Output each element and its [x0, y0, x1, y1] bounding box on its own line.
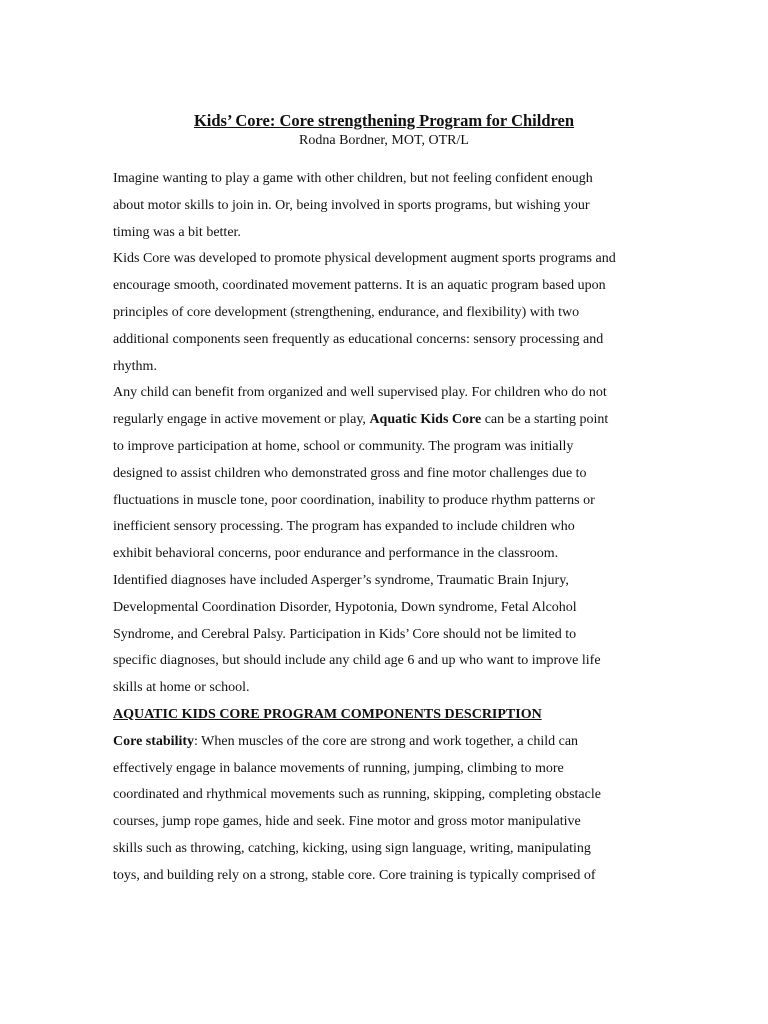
text-line: Developmental Coordination Disorder, Hypotonia, Down syndrome, Fetal Alcohol [113, 599, 577, 615]
text-line: rhythm. [113, 358, 157, 374]
text-line: inefficient sensory processing. The program has expanded to include children who [113, 519, 575, 535]
text-line: courses, jump rope games, hide and seek. Fine motor and gross motor manipulative [113, 814, 581, 830]
text-line: about motor skills to join in. Or, being involved in sports programs, but wishing your [113, 197, 590, 213]
text-line: encourage smooth, coordinated movement patterns. It is an aquatic program based upon [113, 278, 606, 294]
text-line: principles of core development (strengthening, endurance, and flexibility) with two [113, 304, 580, 320]
document-body [113, 166, 673, 890]
text-line: exhibit behavioral concerns, poor endurance and performance in the classroom. [113, 546, 559, 562]
text-line: Syndrome, and Cerebral Palsy. Participation in Kids’ Core should not be limited to [113, 626, 577, 642]
text-run: : When muscles of the core are strong and work together, a child can [194, 733, 579, 749]
core-stability-label: Core stability [113, 733, 195, 749]
text-line: additional components seen frequently as educational concerns: sensory processing and [113, 331, 604, 347]
text-line: Imagine wanting to play a game with other children, but not feeling confident enough [113, 171, 593, 186]
program-name-bold: Aquatic Kids Core [369, 412, 482, 428]
text-line: skills at home or school. [113, 680, 250, 696]
text-run: can be a starting point [481, 412, 609, 428]
document-title: Kids’ Core: Core strengthening Program for Children [193, 111, 575, 130]
text-line: fluctuations in muscle tone, poor coordination, inability to produce rhythm patterns or [113, 492, 595, 508]
text-line: timing was a bit better. [113, 224, 241, 240]
section-heading: AQUATIC KIDS CORE PROGRAM COMPONENTS DESCRIPTION [113, 706, 542, 722]
text-line: effectively engage in balance movements of running, jumping, climbing to more [113, 760, 564, 776]
text-run: regularly engage in active movement or play, [113, 412, 370, 428]
text-line [113, 407, 673, 434]
text-line: Any child can benefit from organized and well supervised play. For children who do not [113, 385, 607, 401]
text-line: designed to assist children who demonstrated gross and fine motor challenges due to [113, 465, 587, 481]
text-line: to improve participation at home, school or community. The program was initially [113, 438, 574, 454]
text-line: Identified diagnoses have included Asperger’s syndrome, Traumatic Brain Injury, [113, 572, 569, 588]
text-line: Kids Core was developed to promote physical development augment sports programs and [113, 251, 616, 267]
document-author: Rodna Bordner, MOT, OTR/L [299, 133, 469, 148]
text-line: skills such as throwing, catching, kicking, using sign language, writing, manipulating [113, 840, 591, 856]
text-line: coordinated and rhythmical movements such as running, skipping, completing obstacle [113, 787, 601, 803]
text-line: specific diagnoses, but should include any child age 6 and up who want to improve life [113, 653, 601, 669]
text-line [113, 729, 673, 756]
text-line: toys, and building rely on a strong, stable core. Core training is typically comprised of [113, 867, 596, 883]
